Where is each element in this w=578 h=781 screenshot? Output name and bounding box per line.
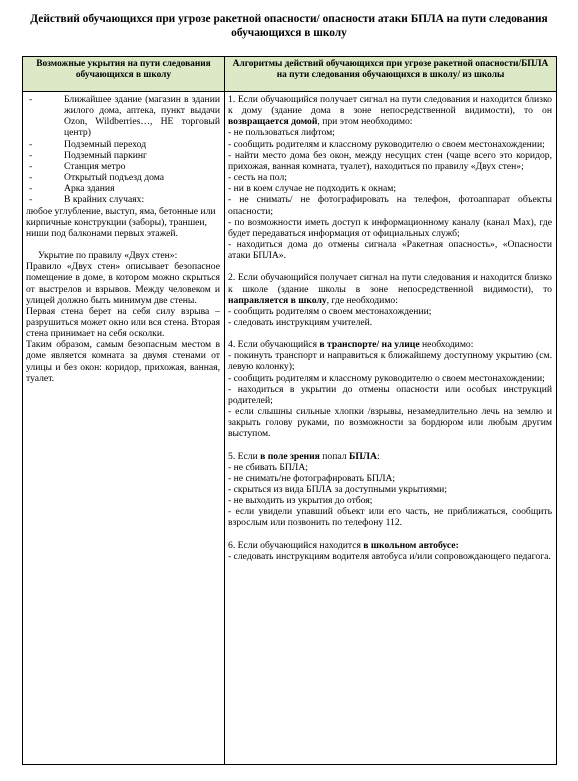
list-item: - сообщить родителям о своем местонахождении;	[228, 305, 432, 317]
list-dash: -	[29, 149, 33, 161]
section-school-intro: 2. Если обучающийся получает сигнал на пути следования и находится близко к школе (здание школы в зоне непосредственной видимости), то направляется в школу, где необходимо:	[228, 272, 552, 306]
table-body-row	[23, 92, 557, 765]
section-home-intro: 1. Если обучающийся получает сигнал на пути следования и находится близко к дому (здание дома в зоне непосредственной видимости), то он возвращается домой, при этом необходимо:	[228, 94, 552, 128]
table-header-row	[23, 57, 557, 92]
shelter-item: - Арка здания	[26, 183, 220, 194]
section-drone-intro: 5. Если в поле зрения попал БПЛА:	[228, 450, 380, 462]
list-item: - не пользоваться лифтом;	[228, 127, 335, 139]
list-dash: -	[29, 172, 33, 184]
shelter-item: - Открытый подъезд дома	[26, 172, 220, 183]
algorithms-cell	[225, 92, 557, 765]
two-walls-rule-text: Первая стена берет на себя силу взрыва – разрушиться может окно или вся стена. Вторая стена принимает на себя осколки.	[26, 305, 220, 340]
list-item: - ни в коем случае не подходить к окнам;	[228, 183, 397, 195]
spacer	[26, 239, 220, 250]
spacer	[228, 440, 552, 451]
list-dash: -	[29, 183, 33, 195]
spacer	[228, 529, 552, 540]
list-item: - по возможности иметь доступ к информационному каналу (канал Max), где будет передаваться информация от официальных служб;	[228, 216, 552, 239]
two-walls-rule-title: Укрытие по правилу «Двух стен»:	[38, 250, 178, 262]
section-transport-intro: 4. Если обучающийся в транспорте/ на улице необходимо:	[228, 339, 474, 351]
list-item: - если слышны сильные хлопки /взрывы, незамедлительно лечь на землю и закрыть голову руками, по возможности за бордюром или любым другим выступом.	[228, 406, 552, 440]
shelter-item: - Станция метро	[26, 161, 220, 172]
list-item: - не снимать/не фотографировать БПЛА;	[228, 472, 396, 484]
page-title: Действий обучающихся при угрозе ракетной опасности/ опасности атаки БПЛА на пути следования обучающихся в школу	[30, 13, 548, 39]
header-shelters: Возможные укрытия на пути следования обучающихся в школу	[23, 57, 225, 92]
list-item: - скрыться из вида БПЛА за доступными укрытиями;	[228, 484, 448, 495]
extreme-cases-text: любое углубление, выступ, яма, бетонные или кирпичные конструкции (заборы), траншеи, ниши под балконами первых этажей.	[26, 205, 216, 239]
two-walls-rule-text: Правило «Двух стен» описывает безопасное помещение в доме, в котором можно скрыться от выстрелов и взрывов. Между человеком и улицей должно быть минимум две стены.	[26, 261, 220, 306]
list-item: - сообщить родителям и классному руководителю о своем местонахождении;	[228, 138, 545, 150]
list-item: - сесть на пол;	[228, 172, 287, 184]
list-item: - не снимать/ не фотографировать на телефон, фотоаппарат объекты опасности;	[228, 194, 552, 217]
list-item: - если увидели упавший объект или его часть, не приближаться, сообщить взрослым или позвонить по телефону 112.	[228, 506, 552, 529]
spacer	[228, 261, 552, 272]
list-dash: -	[29, 138, 33, 150]
shelter-item: - Ближайшее здание (магазин в здании жилого дома, аптека, пункт выдачи Ozon, Wildberries…, НЕ торговый центр)	[26, 94, 220, 139]
list-item: - не сбивать БПЛА;	[228, 461, 308, 473]
list-item: - не выходить из укрытия до отбоя;	[228, 495, 373, 507]
shelter-item: - Подземный паркинг	[26, 150, 220, 161]
list-item: - покинуть транспорт и направиться к ближайшему доступному укрытию (см. левую колонку);	[228, 350, 552, 373]
list-dash: -	[29, 194, 33, 206]
header-algorithms: Алгоритмы действий обучающихся при угрозе ракетной опасности/БПЛА на пути следования обучающихся в школу/ из школы	[225, 57, 557, 92]
list-item: - сообщить родителям и классному руководителю о своем местонахождении;	[228, 372, 545, 384]
list-item: - найти место дома без окон, между несущих стен (чаще всего это коридор, прихожая, ванная комната, туалет), находиться по правилу «Двух стен»;	[228, 149, 552, 172]
two-walls-rule-text: Таким образом, самым безопасным местом в доме является комната за двумя стенами от улицы и без окон: коридор, прихожая, ванная, туалет.	[26, 339, 220, 384]
shelters-cell	[23, 92, 225, 765]
shelter-item: - Подземный переход	[26, 139, 220, 150]
section-bus-intro: 6. Если обучающийся находится в школьном автобусе:	[228, 539, 459, 551]
instructions-table	[22, 56, 557, 765]
list-dash: -	[29, 94, 33, 105]
list-item: - находиться дома до отмены сигнала «Ракетная опасность», «Опасности атаки БПЛА».	[228, 239, 552, 262]
list-item: - находиться в укрытии до отмены опасности или особых инструкций родителей;	[228, 383, 552, 406]
spacer	[228, 328, 552, 339]
list-dash: -	[29, 160, 33, 172]
list-item: - следовать инструкциям учителей.	[228, 316, 373, 328]
list-item: - следовать инструкциям водителя автобуса и/или сопровождающего педагога.	[228, 550, 551, 562]
shelter-item: - В крайних случаях:	[26, 194, 220, 205]
